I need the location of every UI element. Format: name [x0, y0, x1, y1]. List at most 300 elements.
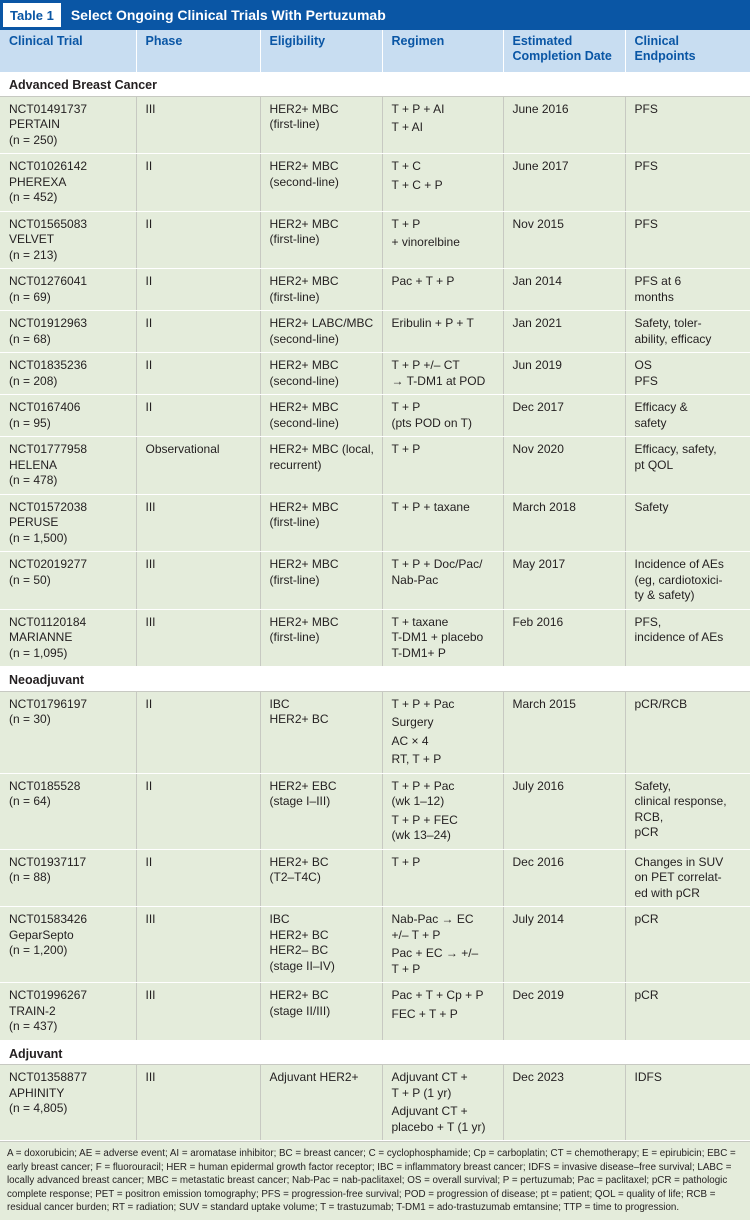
endpoint-line: (eg, cardiotoxici- [634, 572, 723, 587]
completion-date-cell: Feb 2016 [503, 609, 625, 667]
endpoints-cell [625, 211, 750, 269]
phase-cell: II [136, 691, 260, 773]
eligibility-line: HER2+ MBC [269, 101, 339, 116]
trial-line: (n = 50) [9, 572, 51, 587]
phase-cell: III [136, 609, 260, 667]
regimen-group [392, 697, 499, 713]
regimen-group [392, 120, 499, 136]
eligibility-cell [260, 211, 382, 269]
completion-date-cell: Jun 2019 [503, 353, 625, 395]
section-heading: Neoadjuvant [0, 667, 750, 692]
regimen-group [392, 235, 499, 251]
trial-line: (n = 68) [9, 331, 51, 346]
section-heading: Adjuvant [0, 1040, 750, 1065]
table-row [0, 691, 750, 773]
eligibility-line: HER2+ MBC [269, 499, 339, 514]
table-row [0, 609, 750, 667]
eligibility-line: HER2+ MBC [269, 557, 339, 571]
regimen-line: Surgery [391, 715, 434, 729]
trial-cell [0, 353, 136, 395]
phase-cell: III [136, 96, 260, 154]
endpoints-cell [625, 353, 750, 395]
table-row [0, 437, 750, 495]
table-title: Select Ongoing Clinical Trials With Pertuzumab [70, 7, 386, 23]
trial-line: (n = 95) [9, 415, 51, 430]
endpoint-line: PFS [634, 159, 658, 173]
trial-line: HELENA [9, 457, 58, 472]
eligibility-line: HER2+ BC [269, 927, 329, 942]
regimen-line: Nab-Pac [391, 572, 439, 587]
endpoint-line: on PET correlat- [634, 870, 722, 884]
regimen-line: T + P [391, 961, 421, 976]
endpoint-line: Safety [634, 499, 669, 514]
eligibility-line: HER2+ MBC [269, 216, 339, 231]
regimen-line: Nab-Pac → EC [391, 912, 474, 926]
trial-line: (n = 69) [9, 289, 51, 304]
trial-line: NCT01120184 [9, 614, 87, 629]
eligibility-line: (second-line) [269, 331, 339, 346]
table-row [0, 353, 750, 395]
section-row [0, 72, 750, 96]
endpoint-line: Changes in SUV [634, 854, 724, 869]
completion-date-cell: Jan 2014 [503, 269, 625, 311]
trial-line: (n = 88) [9, 870, 51, 884]
regimen-cell [382, 311, 503, 353]
eligibility-line: HER2+ BC [269, 988, 329, 1002]
trial-line: NCT02019277 [9, 557, 88, 571]
trial-line: NCT01937117 [9, 854, 87, 869]
trial-line: (n = 437) [9, 1019, 58, 1033]
regimen-group [392, 274, 499, 290]
col-header-phase: Phase [136, 30, 260, 72]
regimen-line: Adjuvant CT + [391, 1104, 468, 1118]
eligibility-line: (second-line) [269, 373, 339, 388]
eligibility-line: (first-line) [269, 117, 320, 131]
table-row [0, 269, 750, 311]
eligibility-line: IBC [269, 912, 290, 926]
endpoints-cell [625, 907, 750, 983]
trial-cell [0, 96, 136, 154]
eligibility-cell [260, 1065, 382, 1141]
regimen-cell [382, 907, 503, 983]
endpoint-line: ed with pCR [634, 885, 700, 900]
regimen-line: T + P [391, 216, 421, 231]
eligibility-line: (stage I–III) [269, 794, 331, 808]
eligibility-line: (first-line) [269, 630, 320, 644]
trial-line: NCT01572038 [9, 499, 88, 514]
regimen-group [392, 946, 499, 977]
trial-line: VELVET [9, 232, 55, 246]
endpoints-cell [625, 1065, 750, 1141]
endpoint-line: Safety, toler- [634, 316, 702, 330]
regimen-cell [382, 437, 503, 495]
phase-cell: II [136, 311, 260, 353]
regimen-line: +/– T + P [391, 927, 441, 942]
regimen-group [392, 217, 499, 233]
completion-date-cell: March 2015 [503, 691, 625, 773]
regimen-cell [382, 609, 503, 667]
eligibility-line: HER2+ EBC [269, 778, 337, 793]
regimen-group [392, 442, 499, 458]
table-row [0, 552, 750, 610]
trial-line: NCT0185528 [9, 778, 81, 793]
trial-line: (n = 478) [9, 473, 58, 487]
trial-line: NCT0167406 [9, 400, 81, 414]
phase-cell: III [136, 552, 260, 610]
trial-cell [0, 1065, 136, 1141]
endpoint-line: pCR [634, 988, 659, 1002]
endpoint-line: pCR/RCB [634, 696, 688, 711]
trial-cell [0, 552, 136, 610]
endpoint-line: PFS [634, 216, 658, 231]
regimen-cell [382, 849, 503, 907]
completion-date-cell: Dec 2017 [503, 395, 625, 437]
regimen-cell [382, 211, 503, 269]
trial-line: (n = 1,500) [9, 530, 68, 545]
regimen-line: → T-DM1 at POD [391, 373, 486, 388]
trial-line: GeparSepto [9, 927, 74, 942]
eligibility-line: (stage II/III) [269, 1003, 331, 1018]
eligibility-line: Adjuvant HER2+ [269, 1070, 359, 1084]
table-row [0, 494, 750, 552]
trial-line: NCT01996267 [9, 988, 88, 1002]
trial-line: (n = 1,200) [9, 943, 68, 957]
regimen-line: Adjuvant CT + [391, 1070, 468, 1084]
trial-line: NCT01276041 [9, 274, 88, 288]
trial-cell [0, 269, 136, 311]
regimen-cell [382, 494, 503, 552]
regimen-line: T + P [391, 442, 421, 456]
eligibility-line: HER2+ MBC [269, 274, 339, 288]
phase-cell: II [136, 773, 260, 849]
eligibility-line: recurrent) [269, 457, 322, 472]
eligibility-cell [260, 311, 382, 353]
trial-line: NCT01912963 [9, 316, 88, 330]
eligibility-cell [260, 773, 382, 849]
endpoint-line: Efficacy & [634, 400, 688, 414]
regimen-line: T + C + P [391, 177, 443, 192]
completion-date-cell: July 2016 [503, 773, 625, 849]
trial-line: NCT01026142 [9, 159, 88, 173]
col-header-eligibility: Eligibility [260, 30, 382, 72]
col-header-completion-date: Estimated Completion Date [503, 30, 625, 72]
endpoint-line: IDFS [634, 1070, 662, 1084]
eligibility-line: HER2+ MBC [269, 614, 339, 629]
trial-line: PHEREXA [9, 174, 67, 189]
regimen-line: T + P + FEC [391, 812, 458, 827]
trial-line: PERUSE [9, 515, 59, 529]
eligibility-line: HER2+ MBC (local, [269, 442, 374, 456]
endpoint-line: pt QOL [634, 457, 674, 472]
table-row [0, 211, 750, 269]
table-title-bar [0, 0, 750, 30]
endpoint-line: safety [634, 415, 667, 430]
regimen-group [392, 912, 499, 943]
eligibility-cell [260, 907, 382, 983]
endpoints-cell [625, 437, 750, 495]
footnote: A = doxorubicin; AE = adverse event; AI = aromatase inhibitor; BC = breast cancer; C = cyclophosphamide; Cp = carboplatin; CT = chemotherapy; E = epirubicin; EBC = early breast cancer; F = fluorouracil; HER = human epidermal growth factor receptor; IBC = inflammatory breast cancer; IDFS = invasive disease–free survival; LABC = locally advanced breast cancer; MBC = metastatic breast cancer; Nab-Pac = nab-paclitaxel; OS = overall survival; P = pertuzumab; Pac = paclitaxel; pCR = pathologic complete response; PET = positron emission tomography; PFS = progression-free survival; POD = progression of disease; pt = patient; QOL = quality of life; RCB = residual cancer burden; RT = radiation; SUV = standard uptake volume; T = trastuzumab; T-DM1 = ado-trastuzumab emtansine; TTP = time to progression. [0, 1141, 750, 1220]
eligibility-cell [260, 983, 382, 1041]
regimen-cell [382, 269, 503, 311]
eligibility-line: (first-line) [269, 572, 320, 587]
endpoints-cell [625, 609, 750, 667]
eligibility-line: (first-line) [269, 232, 320, 246]
regimen-cell [382, 395, 503, 437]
eligibility-line: HER2+ BC [269, 712, 329, 726]
trial-line: APHINITY [9, 1085, 65, 1100]
endpoints-cell [625, 849, 750, 907]
eligibility-cell [260, 353, 382, 395]
trial-line: (n = 30) [9, 712, 51, 726]
regimen-line: T + P + AI [391, 101, 445, 116]
phase-cell: III [136, 983, 260, 1041]
trial-cell [0, 154, 136, 212]
phase-cell: III [136, 494, 260, 552]
phase-cell: II [136, 395, 260, 437]
endpoint-line: Incidence of AEs [634, 557, 724, 571]
trial-line: (n = 250) [9, 132, 58, 147]
regimen-line: Eribulin + P + T [391, 316, 474, 330]
trial-line: NCT01777958 [9, 442, 88, 456]
eligibility-cell [260, 494, 382, 552]
eligibility-line: (first-line) [269, 515, 320, 529]
col-header-regimen: Regimen [382, 30, 503, 72]
phase-cell: Observational [136, 437, 260, 495]
regimen-cell [382, 353, 503, 395]
eligibility-cell [260, 609, 382, 667]
regimen-line: + vinorelbine [391, 235, 460, 249]
trial-line: (n = 4,805) [9, 1101, 68, 1115]
eligibility-line: HER2+ MBC [269, 358, 339, 372]
endpoint-line: pCR [634, 912, 659, 926]
regimen-cell [382, 96, 503, 154]
endpoint-line: OS [634, 358, 652, 372]
trial-cell [0, 983, 136, 1041]
regimen-line: RT, T + P [391, 752, 442, 766]
regimen-group [392, 779, 499, 810]
regimen-cell [382, 154, 503, 212]
regimen-cell [382, 983, 503, 1041]
regimen-line: (wk 13–24) [391, 828, 451, 842]
trial-line: (n = 208) [9, 373, 58, 388]
trial-line: (n = 213) [9, 247, 58, 262]
trial-cell [0, 691, 136, 773]
endpoints-cell [625, 691, 750, 773]
eligibility-cell [260, 552, 382, 610]
endpoint-line: PFS, [634, 614, 662, 629]
trial-line: NCT01358877 [9, 1070, 88, 1084]
regimen-group [392, 500, 499, 516]
regimen-line: placebo + T (1 yr) [391, 1119, 486, 1134]
regimen-group [392, 358, 499, 389]
regimen-group [392, 316, 499, 332]
endpoints-cell [625, 773, 750, 849]
endpoints-cell [625, 96, 750, 154]
trials-table [0, 30, 750, 1141]
eligibility-line: HER2+ MBC [269, 400, 339, 414]
regimen-group [392, 178, 499, 194]
endpoints-cell [625, 395, 750, 437]
endpoint-line: ability, efficacy [634, 331, 712, 346]
table-row [0, 849, 750, 907]
table-label: Table 1 [3, 3, 61, 27]
regimen-group [392, 1104, 499, 1135]
regimen-line: T + P [391, 854, 421, 869]
completion-date-cell: May 2017 [503, 552, 625, 610]
eligibility-line: (second-line) [269, 174, 339, 189]
regimen-cell [382, 691, 503, 773]
regimen-line: T + P + Pac [391, 696, 455, 711]
section-heading: Advanced Breast Cancer [0, 72, 750, 96]
table-row [0, 96, 750, 154]
regimen-group [392, 159, 499, 175]
regimen-line: Pac + EC → +/– [391, 946, 479, 960]
section-row [0, 1040, 750, 1065]
phase-cell: II [136, 154, 260, 212]
phase-cell: III [136, 907, 260, 983]
table-row [0, 773, 750, 849]
regimen-line: T + AI [391, 120, 423, 134]
phase-cell: III [136, 1065, 260, 1141]
trial-line: TRAIN-2 [9, 1003, 56, 1018]
trial-cell [0, 773, 136, 849]
endpoint-line: PFS at 6 [634, 274, 682, 288]
endpoint-line: ty & safety) [634, 588, 695, 602]
regimen-line: (wk 1–12) [391, 794, 445, 808]
regimen-group [392, 734, 499, 750]
completion-date-cell: Nov 2015 [503, 211, 625, 269]
endpoints-cell [625, 311, 750, 353]
endpoints-cell [625, 552, 750, 610]
completion-date-cell: Nov 2020 [503, 437, 625, 495]
eligibility-cell [260, 849, 382, 907]
phase-cell: II [136, 849, 260, 907]
endpoints-cell [625, 494, 750, 552]
eligibility-line: (stage II–IV) [269, 958, 335, 973]
regimen-line: T-DM1 + placebo [391, 630, 484, 644]
completion-date-cell: Dec 2016 [503, 849, 625, 907]
eligibility-cell [260, 691, 382, 773]
regimen-group [392, 557, 499, 588]
endpoint-line: PFS [634, 101, 658, 116]
regimen-group [392, 855, 499, 871]
eligibility-cell [260, 437, 382, 495]
regimen-line: AC × 4 [391, 733, 429, 748]
table-row [0, 907, 750, 983]
trial-line: NCT01796197 [9, 696, 88, 711]
trial-line: NCT01491737 [9, 101, 88, 116]
eligibility-line: HER2– BC [269, 943, 329, 957]
endpoint-line: months [634, 289, 674, 304]
phase-cell: II [136, 353, 260, 395]
trial-line: NCT01835236 [9, 358, 88, 372]
table-body [0, 72, 750, 1141]
eligibility-line: (second-line) [269, 415, 339, 430]
regimen-group [392, 615, 499, 662]
regimen-cell [382, 773, 503, 849]
eligibility-cell [260, 269, 382, 311]
eligibility-line: IBC [269, 696, 290, 711]
endpoint-line: RCB, [634, 809, 664, 824]
regimen-group [392, 102, 499, 118]
completion-date-cell: Dec 2019 [503, 983, 625, 1041]
trial-line: NCT01583426 [9, 912, 88, 926]
regimen-group [392, 715, 499, 731]
table-row [0, 1065, 750, 1141]
trial-cell [0, 494, 136, 552]
col-header-trial: Clinical Trial [0, 30, 136, 72]
trial-cell [0, 437, 136, 495]
regimen-line: T + P +/– CT [391, 358, 460, 372]
regimen-line: Pac + T + P [391, 274, 455, 288]
regimen-group [392, 752, 499, 768]
completion-date-cell: Dec 2023 [503, 1065, 625, 1141]
endpoint-line: Efficacy, safety, [634, 442, 717, 456]
completion-date-cell: June 2017 [503, 154, 625, 212]
endpoints-cell [625, 154, 750, 212]
completion-date-cell: June 2016 [503, 96, 625, 154]
regimen-line: FEC + T + P [391, 1006, 458, 1021]
eligibility-cell [260, 96, 382, 154]
completion-date-cell: July 2014 [503, 907, 625, 983]
trial-line: (n = 452) [9, 190, 58, 204]
section-row [0, 667, 750, 692]
regimen-line: T + C [391, 159, 421, 173]
regimen-group [392, 1007, 499, 1023]
endpoint-line: pCR [634, 825, 659, 839]
completion-date-cell: March 2018 [503, 494, 625, 552]
regimen-line: T + taxane [391, 614, 449, 629]
eligibility-line: HER2+ LABC/MBC [269, 316, 374, 330]
regimen-line: T + P [391, 400, 421, 414]
regimen-group [392, 1070, 499, 1101]
col-header-endpoints: Clinical Endpoints [625, 30, 750, 72]
regimen-line: T + P + Pac [391, 778, 455, 793]
eligibility-line: (T2–T4C) [269, 870, 321, 884]
table-row [0, 395, 750, 437]
regimen-group [392, 813, 499, 844]
trial-cell [0, 395, 136, 437]
completion-date-cell: Jan 2021 [503, 311, 625, 353]
endpoint-line: incidence of AEs [634, 630, 724, 644]
trial-cell [0, 609, 136, 667]
trial-line: (n = 64) [9, 794, 51, 808]
endpoint-line: clinical response, [634, 794, 727, 808]
regimen-line: T-DM1+ P [391, 645, 446, 660]
phase-cell: II [136, 269, 260, 311]
header-row [0, 30, 750, 72]
regimen-group [392, 400, 499, 431]
table-row [0, 983, 750, 1041]
trial-line: MARIANNE [9, 630, 73, 644]
trial-cell [0, 907, 136, 983]
endpoints-cell [625, 983, 750, 1041]
regimen-line: (pts POD on T) [391, 415, 472, 430]
eligibility-line: HER2+ BC [269, 854, 329, 869]
trial-line: PERTAIN [9, 117, 60, 131]
endpoint-line: PFS [634, 373, 658, 388]
endpoint-line: Safety, [634, 778, 671, 793]
eligibility-cell [260, 154, 382, 212]
table-row [0, 311, 750, 353]
endpoints-cell [625, 269, 750, 311]
regimen-line: T + P (1 yr) [391, 1085, 452, 1100]
regimen-cell [382, 1065, 503, 1141]
regimen-line: Pac + T + Cp + P [391, 988, 484, 1002]
trial-cell [0, 849, 136, 907]
trial-cell [0, 311, 136, 353]
eligibility-line: (first-line) [269, 289, 320, 304]
